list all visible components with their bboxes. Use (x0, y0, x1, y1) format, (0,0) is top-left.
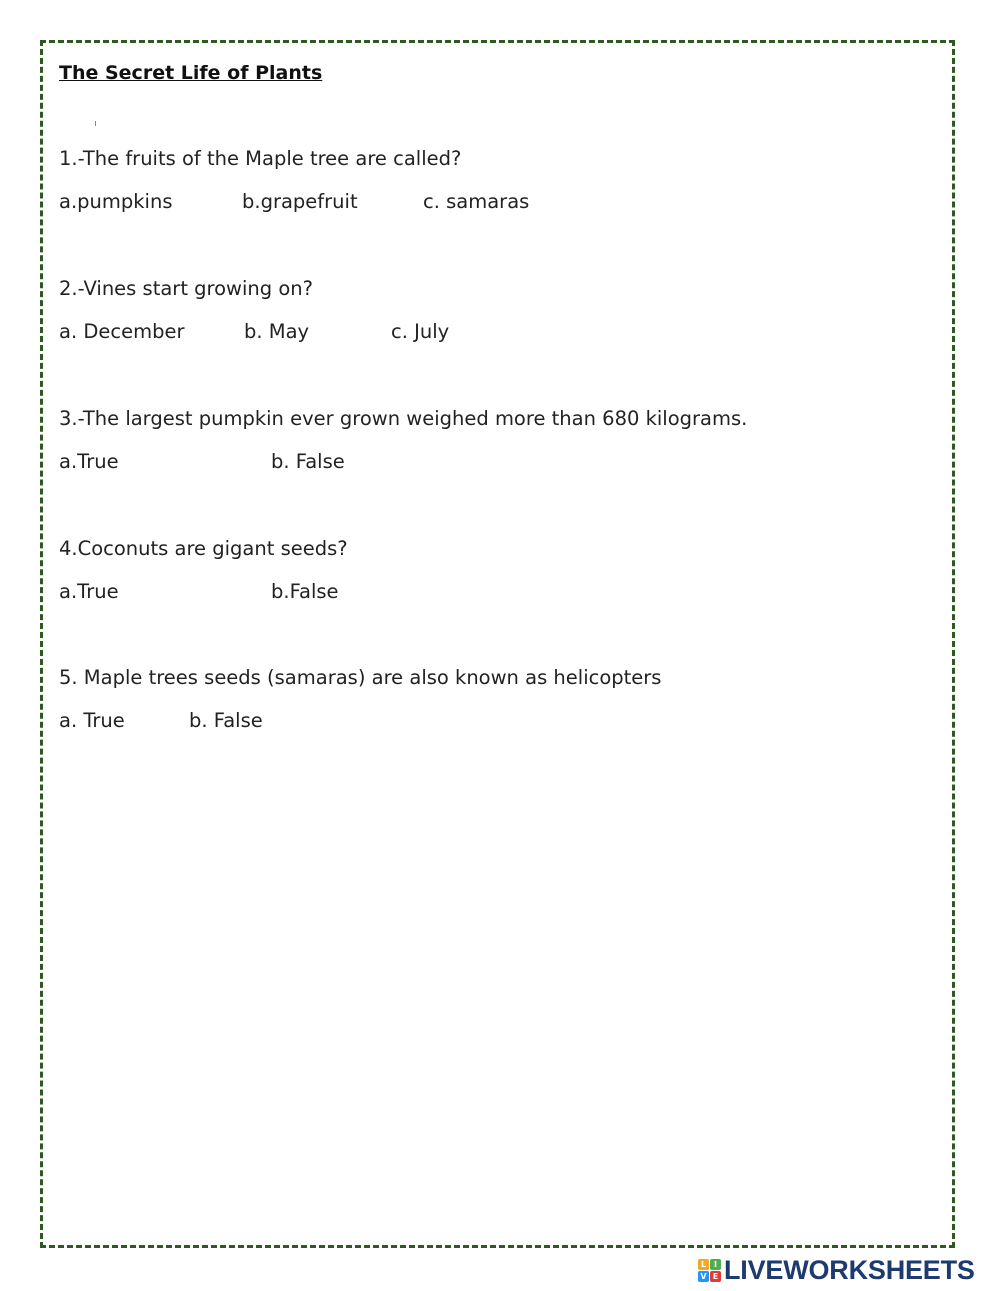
logo-block-v: V (698, 1271, 709, 1282)
question-3-option-b[interactable]: b. False (271, 450, 345, 473)
question-4: 4.Coconuts are gigant seeds? (59, 537, 348, 560)
question-2-option-c[interactable]: c. July (391, 320, 450, 343)
question-3-option-a[interactable]: a.True (59, 450, 119, 473)
question-5: 5. Maple trees seeds (samaras) are also known as helicopters (59, 666, 662, 689)
logo-block-i: I (710, 1259, 721, 1270)
question-2-option-b[interactable]: b. May (244, 320, 310, 343)
question-2-option-a[interactable]: a. December (59, 320, 185, 343)
question-4-option-a[interactable]: a.True (59, 580, 119, 603)
question-2: 2.-Vines start growing on? (59, 277, 313, 300)
question-5-option-b[interactable]: b. False (189, 709, 263, 732)
logo-block-l: L (698, 1259, 709, 1270)
worksheet-title: The Secret Life of Plants (59, 62, 323, 84)
logo-text: LIVEWORKSHEETS (724, 1254, 975, 1285)
question-5-option-a[interactable]: a. True (59, 709, 125, 732)
question-1-option-b[interactable]: b.grapefruit (242, 190, 358, 213)
liveworksheets-logo (698, 1256, 975, 1284)
question-4-option-b[interactable]: b.False (271, 580, 339, 603)
logo-blocks-icon (698, 1259, 721, 1282)
question-1-option-c[interactable]: c. samaras (423, 190, 530, 213)
logo-block-e: E (710, 1271, 721, 1282)
question-3: 3.-The largest pumpkin ever grown weighed more than 680 kilograms. (59, 407, 748, 430)
stray-mark (95, 121, 96, 126)
worksheet-border (40, 40, 955, 1248)
question-1-option-a[interactable]: a.pumpkins (59, 190, 173, 213)
question-1: 1.-The fruits of the Maple tree are called? (59, 147, 462, 170)
